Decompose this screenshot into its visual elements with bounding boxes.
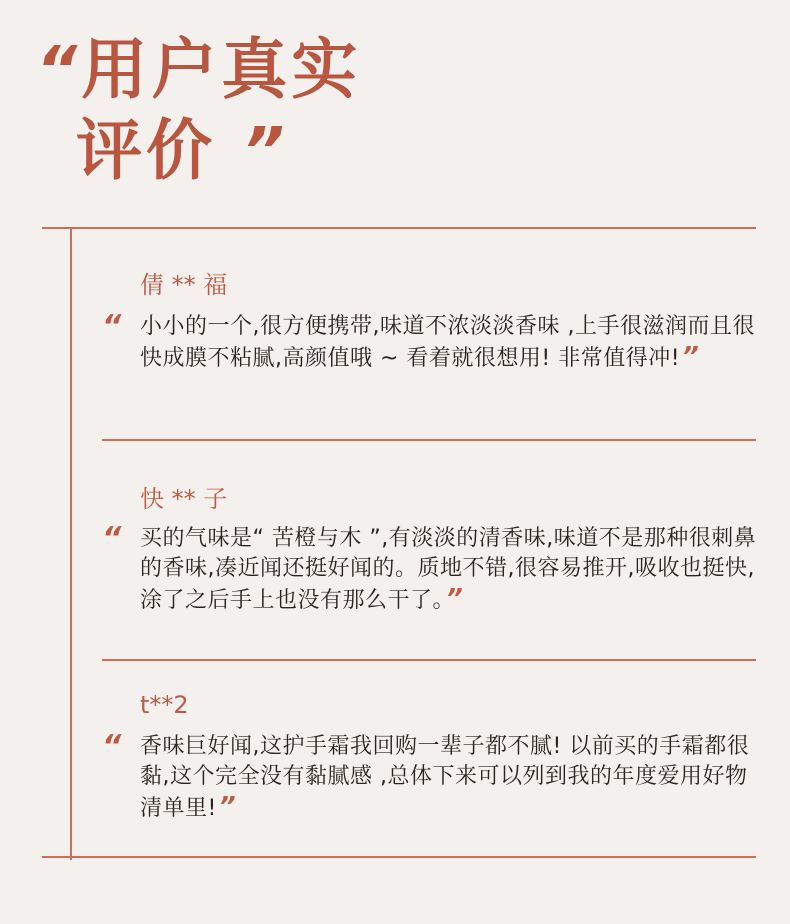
- review-text: 香味巨好闻,这护手霜我回购一辈子都不腻! 以前买的手霜都很黏,这个完全没有黏腻感 ,总体下来可以列到我的年度爱用好物清单里!: [140, 734, 750, 821]
- title-close-quote: ”: [242, 115, 289, 189]
- review-divider: [102, 439, 756, 441]
- left-vertical-rule: [70, 228, 72, 860]
- review-text-block: [140, 732, 764, 824]
- review-text: 买的气味是“ 苦橙与木 ”,有淡淡的清香味,味道不是那种很刺鼻的香味,凑近闻还挺好闻的。质地不错,很容易推开,吸收也挺快,涂了之后手上也没有那么干了。: [140, 526, 757, 613]
- review-open-quote-icon: “: [102, 729, 122, 764]
- title-text-2: 评价: [76, 112, 216, 189]
- reviewer-name: t**2: [140, 691, 189, 719]
- title-text-1: 用户真实: [81, 31, 362, 108]
- review-open-quote-icon: “: [102, 309, 122, 344]
- page-title: [36, 32, 396, 190]
- review-text: 小小的一个,很方便携带,味道不浓淡淡香味 ,上手很滋润而且很快成膜不粘腻,高颜值哦 ~ 看着就很想用! 非常值得冲!: [140, 314, 755, 371]
- review-text-block: [140, 312, 764, 374]
- review-close-quote-icon: ”: [218, 792, 237, 822]
- review-text-block: [140, 524, 764, 616]
- bottom-divider: [42, 856, 756, 858]
- review-close-quote-icon: ”: [446, 584, 464, 614]
- reviewer-name: 快 ** 子: [140, 485, 228, 513]
- review-close-quote-icon: ”: [682, 342, 700, 372]
- top-divider: [42, 227, 756, 229]
- review-open-quote-icon: “: [102, 521, 122, 556]
- title-open-quote: “: [36, 34, 82, 108]
- title-line-1: [36, 32, 396, 109]
- reviewer-name: 倩 ** 福: [140, 271, 228, 299]
- review-divider: [102, 659, 756, 661]
- title-line-2: [36, 113, 396, 190]
